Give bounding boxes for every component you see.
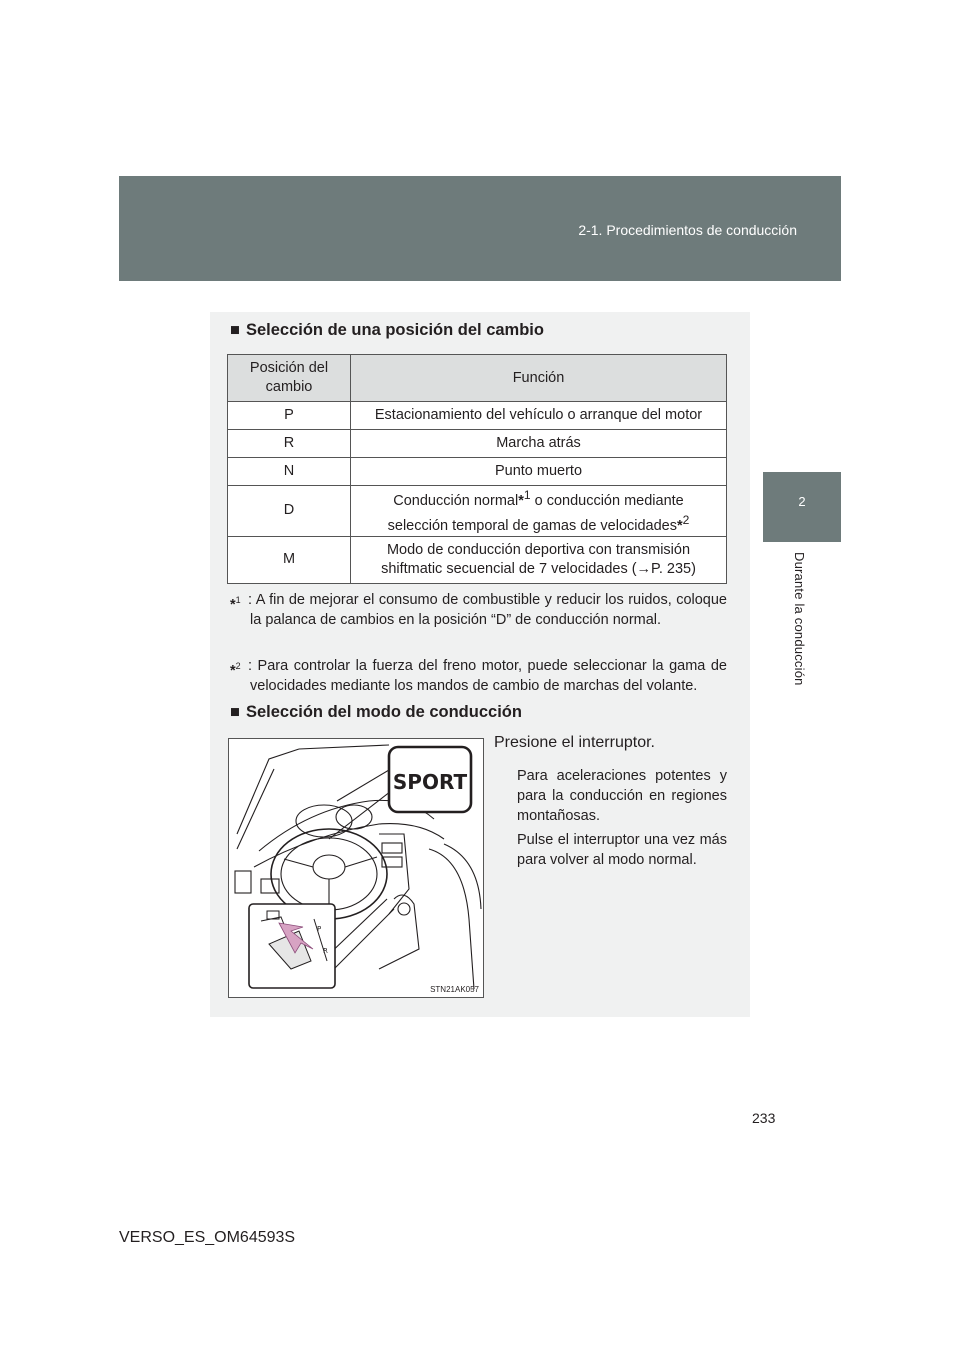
chapter-tab xyxy=(763,472,841,542)
chapter-side-label: Durante la conducción xyxy=(792,552,807,686)
table-cell-position: M xyxy=(228,536,351,583)
sport-switch-illustration xyxy=(228,738,484,998)
table-header-position: Posición del cambio xyxy=(228,355,351,402)
table-cell-function: Marcha atrás xyxy=(351,430,727,458)
square-bullet-icon: ■ xyxy=(230,321,240,339)
table-cell-position: R xyxy=(228,430,351,458)
chapter-title: 2-1. Procedimientos de conducción xyxy=(578,222,797,238)
shift-position-table xyxy=(227,354,727,584)
table-cell-position: D xyxy=(228,486,351,537)
table-cell-function xyxy=(351,536,727,583)
instruction-text: Presione el interruptor. xyxy=(494,734,655,751)
sport-badge-label: SPORT xyxy=(392,770,468,794)
function-text: o conducción mediante xyxy=(530,492,684,509)
figure-code: STN21AK057 xyxy=(430,985,479,994)
paragraph: Pulse el interruptor una vez más para volver al modo normal. xyxy=(517,832,727,868)
footnote-ref-number: 2 xyxy=(682,512,690,527)
table-cell-function: Estacionamiento del vehículo o arranque del motor xyxy=(351,402,727,430)
header-band xyxy=(119,176,841,281)
footnote-mark: *$^2$ xyxy=(230,661,241,679)
paragraph: Para aceleraciones potentes y para la conducción en regiones montañosas. xyxy=(517,768,727,824)
table-header-row xyxy=(228,355,727,402)
function-text: Conducción normal xyxy=(393,492,519,509)
table-header-function: Función xyxy=(351,355,727,402)
section-heading-shift-position xyxy=(230,321,544,340)
footnote-1 xyxy=(230,590,727,630)
footnote-text: : A fin de mejorar el consumo de combustible y reducir los ruidos, coloque la palanca de cambios en la posición “D” de conducción normal. xyxy=(248,592,727,628)
footnote-2 xyxy=(230,656,727,696)
svg-text:R: R xyxy=(323,947,328,955)
function-page-link[interactable]: shiftmatic secuencial de 7 velocidades (→P. 235) xyxy=(381,560,696,577)
table-cell-function xyxy=(351,486,727,537)
table-cell-position: N xyxy=(228,458,351,486)
section-heading-driving-mode xyxy=(230,703,522,722)
table-row xyxy=(228,536,727,583)
table-row xyxy=(228,402,727,430)
car-interior-drawing xyxy=(229,739,483,997)
table-cell-position: P xyxy=(228,402,351,430)
square-bullet-icon: ■ xyxy=(230,703,240,721)
table-cell-function: Punto muerto xyxy=(351,458,727,486)
footnote-ref: * xyxy=(518,492,524,509)
footnote-ref-number: 1 xyxy=(523,488,531,502)
table-row xyxy=(228,430,727,458)
section-heading-text: Selección de una posición del cambio xyxy=(245,321,544,339)
footnote-ref: * xyxy=(677,517,683,534)
footnote-text: : Para controlar la fuerza del freno motor, puede seleccionar la gama de velocidades mediante los mandos de cambio de marchas del volante. xyxy=(248,658,727,694)
page-number: 233 xyxy=(752,1110,776,1126)
function-text: Modo de conducción deportiva con transmisión xyxy=(386,541,691,558)
table-row xyxy=(228,458,727,486)
table-row xyxy=(228,486,727,537)
content-panel xyxy=(210,312,750,1017)
footnote-mark: *$^1$ xyxy=(230,595,241,613)
document-code: VERSO_ES_OM64593S xyxy=(119,1229,296,1246)
svg-text:P: P xyxy=(317,925,322,933)
function-text: selección temporal de gamas de velocidades xyxy=(387,517,677,534)
chapter-number: 2 xyxy=(798,494,806,509)
section-heading-text: Selección del modo de conducción xyxy=(245,703,522,721)
